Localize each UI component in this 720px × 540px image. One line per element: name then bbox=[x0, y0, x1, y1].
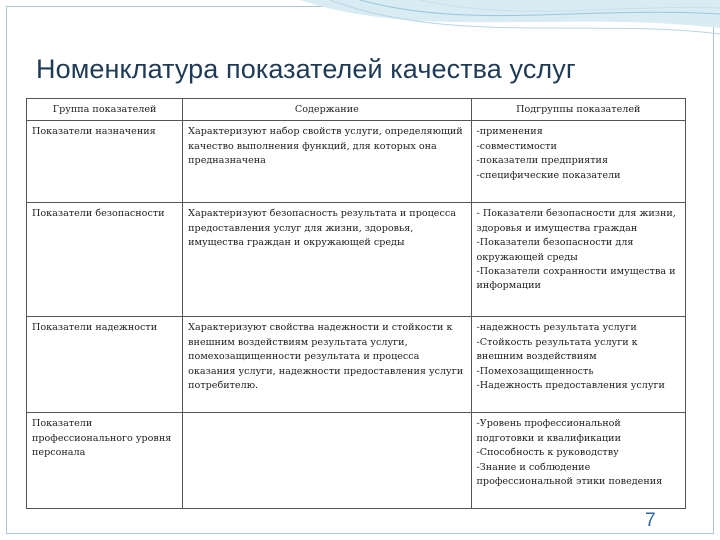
group-cell: Показатели назначения bbox=[27, 121, 183, 203]
subgroups-cell bbox=[471, 413, 685, 509]
table-row bbox=[27, 317, 686, 413]
content-cell: Характеризуют безопасность результата и процесса предоставления услуг для жизни, здоровья, имущества граждан и окружающей среды bbox=[183, 203, 471, 317]
subgroup-item: -Способность к руководству bbox=[476, 447, 619, 459]
subgroup-item: -показатели предприятия bbox=[476, 155, 608, 167]
subgroup-item: - Показатели безопасности для жизни, здоровья и имущества граждан bbox=[476, 208, 676, 234]
table-row bbox=[27, 121, 686, 203]
table-row bbox=[27, 203, 686, 317]
subgroups-cell bbox=[471, 121, 685, 203]
header-content: Содержание bbox=[183, 99, 471, 121]
subgroup-item: -Стойкость результата услуги к внешним воздействиям bbox=[476, 336, 638, 363]
subgroup-item: -Уровень профессиональной подготовки и квалификации bbox=[476, 418, 621, 444]
subgroups-cell bbox=[471, 203, 685, 317]
subgroup-item: -Надежность предоставления услуги bbox=[476, 379, 665, 391]
header-group: Группа показателей bbox=[27, 99, 183, 121]
subgroup-item: -Помехозащищенность bbox=[476, 365, 594, 377]
content-cell bbox=[183, 413, 471, 509]
subgroup-item: -совместимости bbox=[476, 140, 557, 152]
page-title: Номенклатура показателей качества услуг bbox=[36, 54, 576, 84]
content-cell: Характеризуют набор свойств услуги, определяющий качество выполнения функций, для которых она предназначена bbox=[183, 121, 471, 203]
subgroups-cell bbox=[471, 317, 685, 413]
subgroup-item: -надежность результата услуги bbox=[476, 322, 637, 334]
group-cell: Показатели надежности bbox=[27, 317, 183, 413]
content-cell: Характеризуют свойства надежности и стойкости к внешним воздействиям результата услуги, помехозащищенности результата и процесса оказания услуги, надежности предоставления услуги потребителю. bbox=[183, 317, 471, 413]
group-cell: Показатели безопасности bbox=[27, 203, 183, 317]
subgroup-item: -Показатели сохранности имущества и информации bbox=[476, 265, 676, 292]
subgroup-item: -Знание и соблюдение профессиональной этики поведения bbox=[476, 461, 663, 487]
table-row bbox=[27, 413, 686, 509]
header-subgroups: Подгруппы показателей bbox=[471, 99, 685, 121]
quality-indicators-table bbox=[26, 98, 686, 509]
group-cell: Показатели профессионального уровня персонала bbox=[27, 413, 183, 509]
subgroup-item: -Показатели безопасности для окружающей среды bbox=[476, 237, 634, 263]
decorative-wave bbox=[0, 0, 720, 60]
page-number: 7 bbox=[645, 510, 656, 531]
subgroup-item: -специфические показатели bbox=[476, 169, 621, 181]
table-header-row bbox=[27, 99, 686, 121]
subgroup-item: -применения bbox=[476, 126, 543, 138]
